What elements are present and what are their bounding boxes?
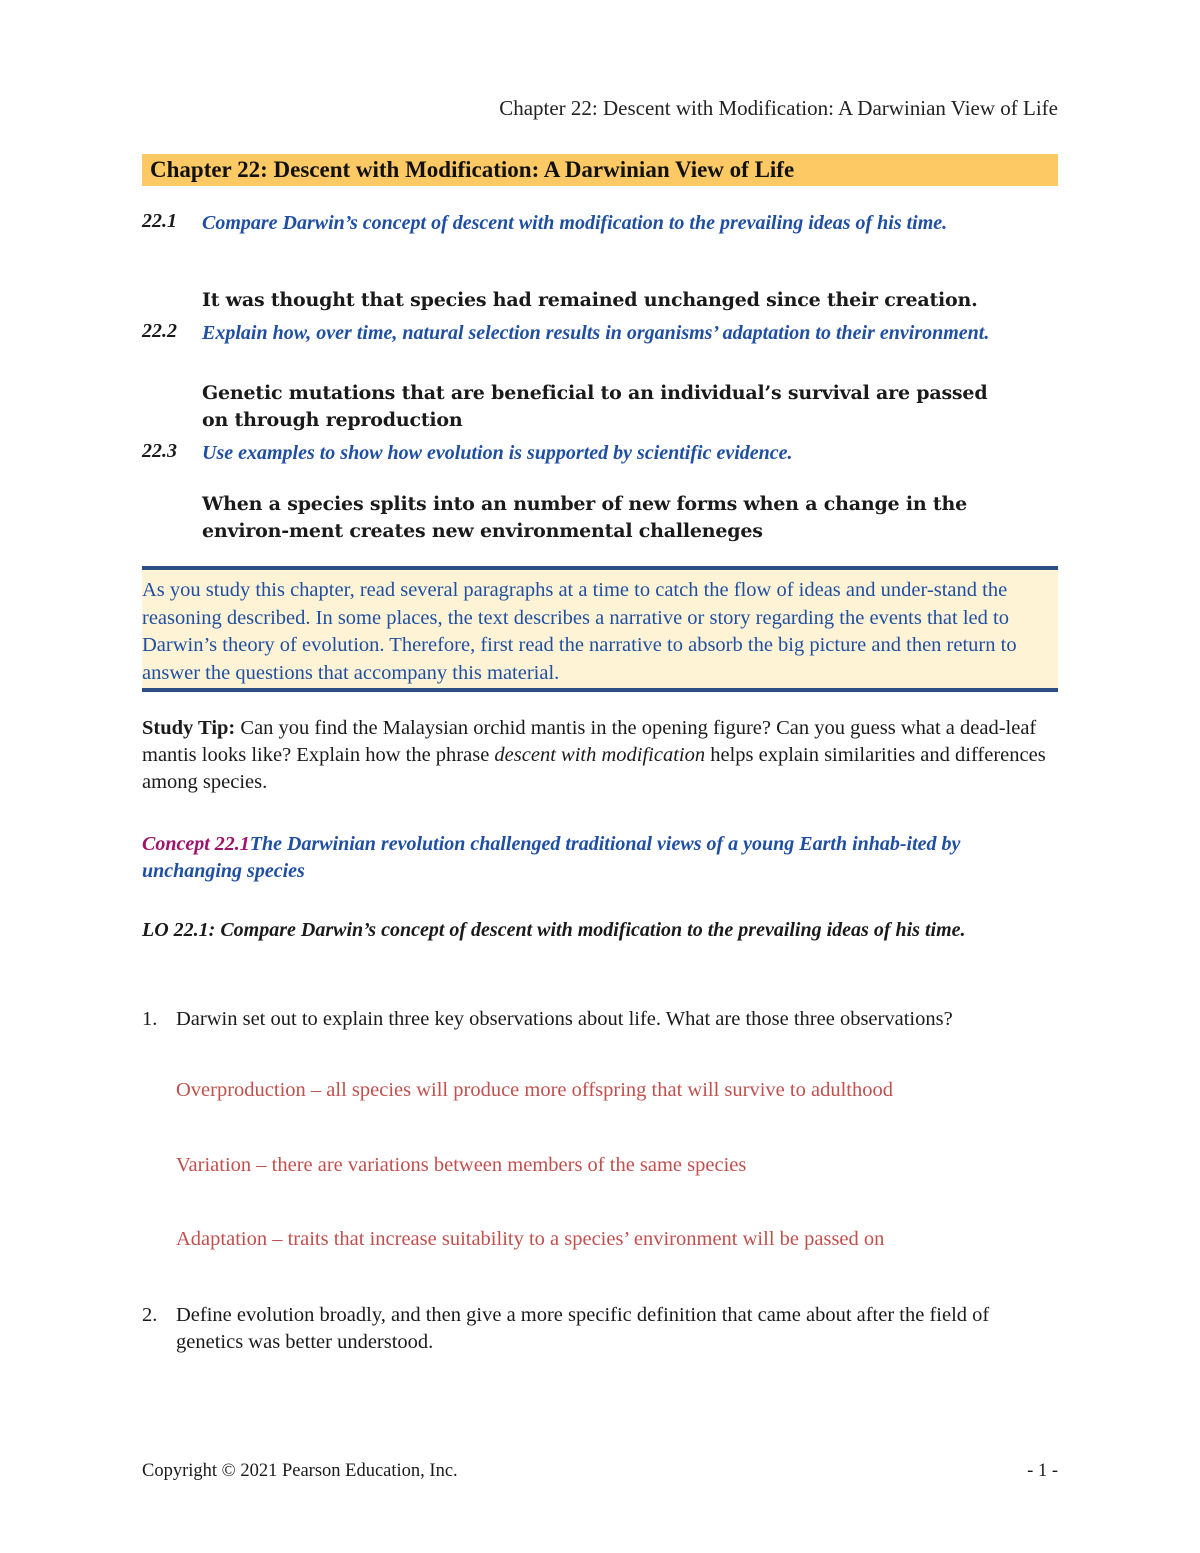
answer-overproduction: Overproduction – all species will produce more offspring that will survive to adulthood (176, 1079, 893, 1101)
objective-text: Explain how, over time, natural selection results in organisms’ adaptation to their environment. (202, 322, 990, 344)
learning-objective: LO 22.1: Compare Darwin’s concept of descent with modification to the prevailing ideas of his time. (142, 919, 966, 941)
concept-number: Concept 22.1 (142, 833, 250, 855)
study-tip-label: Study Tip: (142, 717, 236, 739)
question-number: 1. (142, 1008, 158, 1030)
question-text: Darwin set out to explain three key observations about life. What are those three observations? (176, 1008, 953, 1030)
chapter-title: Chapter 22: Descent with Modification: A Darwinian View of Life (150, 157, 795, 182)
objective-answer: Genetic mutations that are beneficial to an individual’s survival are passed on through reproduction (202, 382, 988, 431)
answer-variation: Variation – there are variations between members of the same species (176, 1154, 747, 1176)
reading-tip-text: As you study this chapter, read several paragraphs at a time to catch the flow of ideas and under-stand the reasoning described. In some places, the text describes a narrative or story regarding the events that led to Darwin’s theory of evolution. Therefore, first read the narrative to absorb the big picture and then return to answer the questions that accompany this material. (142, 579, 1017, 684)
reading-tip-box (142, 566, 1058, 692)
objective-text: Compare Darwin’s concept of descent with modification to the prevailing ideas of his time. (202, 212, 948, 234)
chapter-title-bar (142, 154, 1058, 186)
objective-number: 22.3 (142, 440, 177, 462)
study-tip-text: Can you find the Malaysian orchid mantis in the opening figure? Can you guess what a dead-leaf mantis looks like? Explain how the phrase (142, 717, 1037, 766)
objective-number: 22.2 (142, 320, 177, 342)
answer-adaptation: Adaptation – traits that increase suitability to a species’ environment will be passed on (176, 1228, 885, 1250)
question-text: Define evolution broadly, and then give a more specific definition that came about after the field of genetics was better understood. (176, 1304, 990, 1353)
study-tip-emphasis: descent with modification (494, 744, 706, 766)
objective-answer: When a species splits into an number of new forms when a change in the environ-ment creates new environmental challeneges (202, 493, 967, 542)
concept-text: The Darwinian revolution challenged traditional views of a young Earth inhab-ited by unchanging species (142, 833, 961, 882)
concept-heading (142, 831, 1062, 885)
objective-number: 22.1 (142, 210, 177, 232)
objective-answer: It was thought that species had remained unchanged since their creation. (202, 289, 978, 311)
question-number: 2. (142, 1304, 158, 1326)
objective-text: Use examples to show how evolution is supported by scientific evidence. (202, 442, 793, 464)
page-number: - 1 - (1027, 1461, 1058, 1481)
copyright-notice: Copyright © 2021 Pearson Education, Inc. (142, 1461, 458, 1481)
study-tip-text-end: helps explain similarities and differences among species. (142, 744, 1046, 793)
study-tip (142, 715, 1062, 796)
running-header: Chapter 22: Descent with Modification: A Darwinian View of Life (499, 96, 1058, 120)
